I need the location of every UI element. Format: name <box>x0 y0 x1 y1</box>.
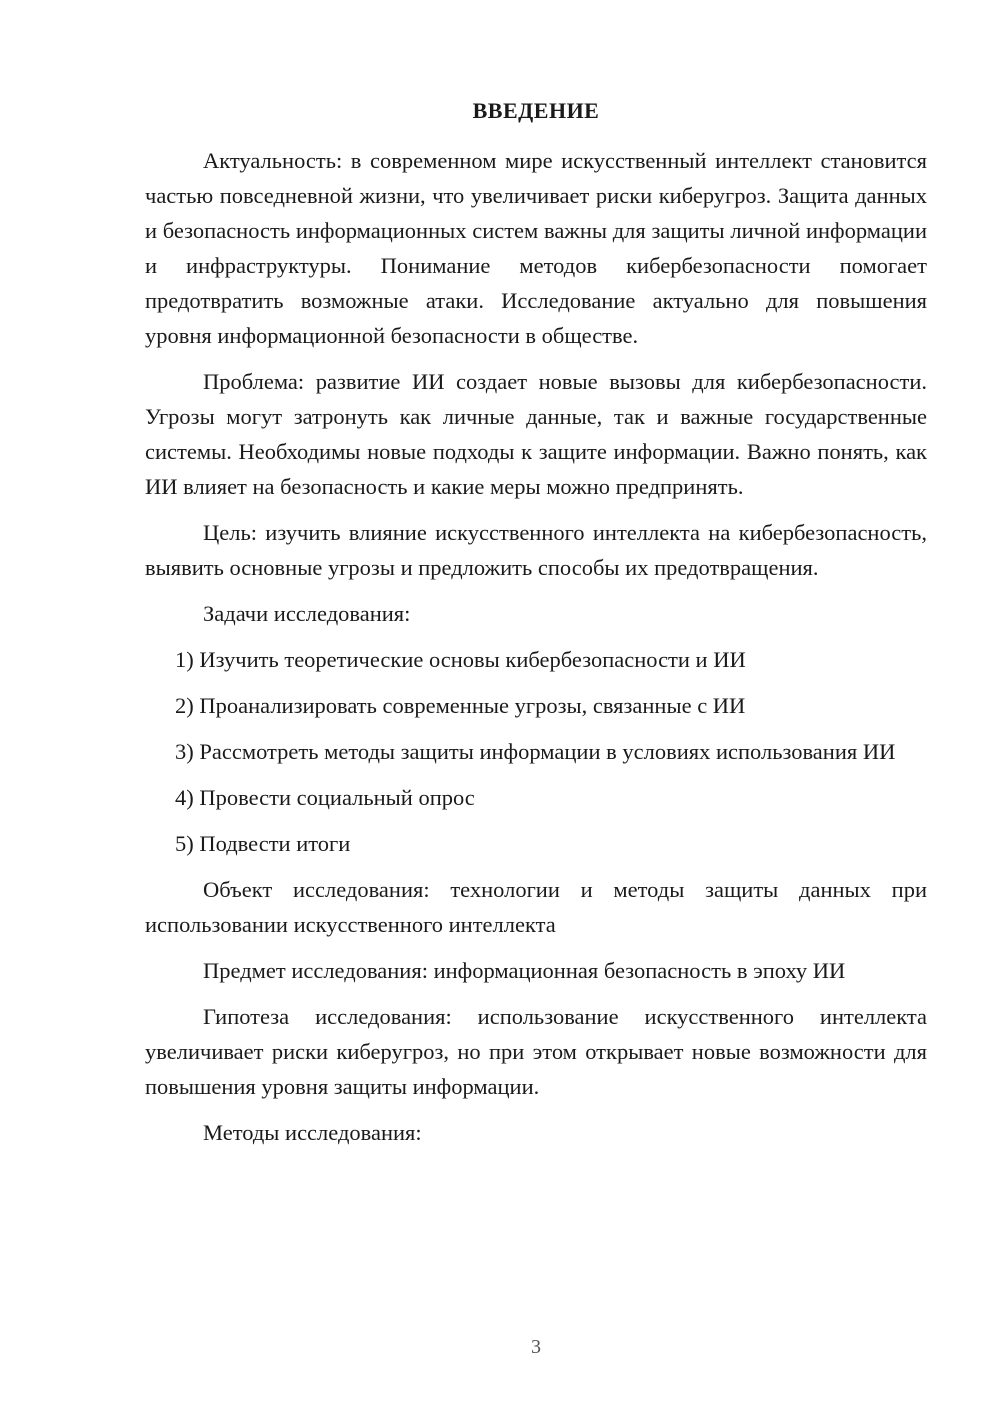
task-item-1: 1) Изучить теоретические основы кибербезопасности и ИИ <box>175 647 746 672</box>
section-body <box>145 143 927 1150</box>
task-item-3: 3) Рассмотреть методы защиты информации в условиях использования ИИ <box>175 739 896 764</box>
paragraph-relevance: Актуальность: в современном мире искусственный интеллект становится частью повседневной жизни, что увеличивает риски киберугроз. Защита данных и безопасность информационных систем важны для защиты личной информации и инфраструктуры. Понимание методов кибербезопасности помогает предотвратить возможные атаки. Исследование актуально для повышения уровня информационной безопасности в обществе. <box>145 148 927 348</box>
paragraph-goal: Цель: изучить влияние искусственного интеллекта на кибербезопасность, выявить основные угрозы и предложить способы их предотвращения. <box>145 520 927 580</box>
paragraph-hypothesis: Гипотеза исследования: использование искусственного интеллекта увеличивает риски киберугроз, но при этом открывает новые возможности для повышения уровня защиты информации. <box>145 1004 927 1099</box>
paragraph-problem: Проблема: развитие ИИ создает новые вызовы для кибербезопасности. Угрозы могут затронуть как личные данные, так и важные государственные системы. Необходимы новые подходы к защите информации. Важно понять, как ИИ влияет на безопасность и какие меры можно предпринять. <box>145 369 927 499</box>
paragraph-methods: Методы исследования: <box>203 1120 422 1145</box>
section-title: ВВЕДЕНИЕ <box>472 98 600 123</box>
page-number: 3 <box>531 1336 541 1358</box>
paragraph-object: Объект исследования: технологии и методы защиты данных при использовании искусственного интеллекта <box>145 877 927 937</box>
tasks-heading: Задачи исследования: <box>203 601 411 626</box>
paragraph-subject: Предмет исследования: информационная безопасность в эпоху ИИ <box>203 958 846 983</box>
task-item-5: 5) Подвести итоги <box>175 831 351 856</box>
task-item-2: 2) Проанализировать современные угрозы, связанные с ИИ <box>175 693 746 718</box>
task-item-4: 4) Провести социальный опрос <box>175 785 475 810</box>
